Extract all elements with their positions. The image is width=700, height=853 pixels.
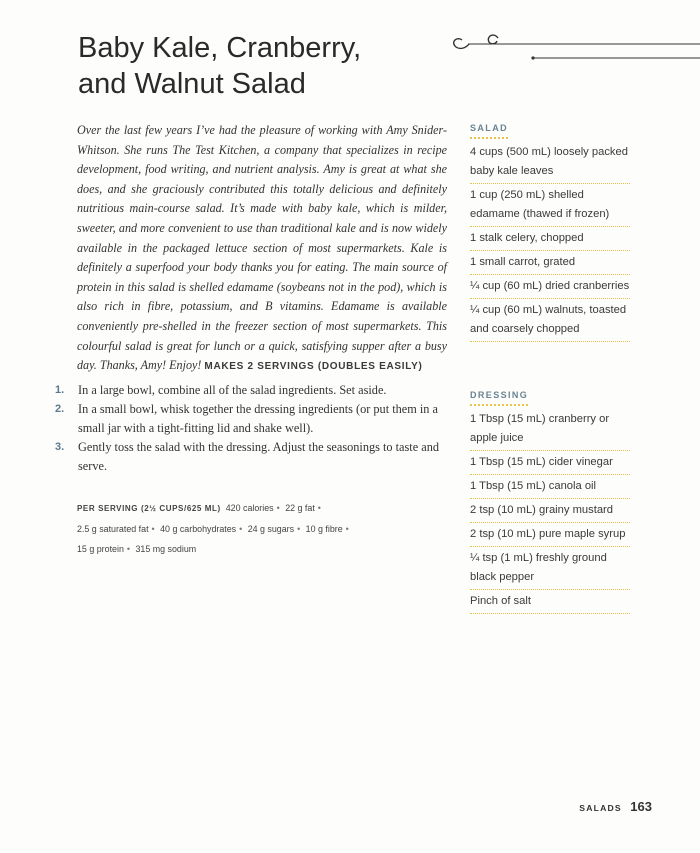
step-number: 3. bbox=[55, 441, 65, 453]
ingredient-item: 1 small carrot, grated bbox=[470, 251, 630, 275]
salad-heading: SALAD bbox=[470, 122, 508, 139]
step-item bbox=[55, 400, 450, 438]
ingredient-item: ¼ cup (60 mL) walnuts, toasted and coarsely chopped bbox=[470, 299, 630, 342]
step-number: 1. bbox=[55, 384, 65, 396]
step-text: In a large bowl, combine all of the salad ingredients. Set aside. bbox=[78, 383, 387, 397]
nutrition-value: 15 g protein bbox=[77, 544, 124, 554]
nutrition-value: 2.5 g saturated fat bbox=[77, 524, 149, 534]
title-line-1: Baby Kale, Cranberry, bbox=[78, 32, 362, 64]
page-footer bbox=[579, 798, 652, 816]
dressing-heading: DRESSING bbox=[470, 389, 528, 406]
ingredient-item: 1 Tbsp (15 mL) canola oil bbox=[470, 475, 630, 499]
swirl-ornament-icon bbox=[448, 26, 700, 66]
intro-text: Over the last few years I’ve had the pleasure of working with Amy Snider-Whitson. She runs The Test Kitchen, a company that specializes in recipe development, food writing, and nutrient analysis. Amy is great at what she does, and she graciously contributed this totally delicious and definitely nutritious main-course salad. It’s made with baby kale, which is milder, sweeter, and more convenient to use than traditional kale and is now widely available in the packaged lettuce section of most supermarkets. Kale is definitely a superfood your body thanks you for eating. The main source of protein in this salad is shelled edamame (soybeans not in the pod), which is also rich in fibre, potassium, and B vitamins. Edamame is available conveniently pre-shelled in the freezer section of most supermarkets. This colourful salad is great for lunch or a quick, satisfying supper after a busy day. Thanks, Amy! Enjoy! bbox=[77, 123, 447, 373]
nutrition-label: PER SERVING (2½ CUPS/625 ML) bbox=[77, 504, 221, 513]
nutrition-value: 420 calories bbox=[225, 503, 274, 513]
ingredient-item: Pinch of salt bbox=[470, 590, 630, 614]
step-text: In a small bowl, whisk together the dressing ingredients (or put them in a small jar with a tight-fitting lid and shake well). bbox=[78, 402, 438, 435]
ingredient-item: ¼ cup (60 mL) dried cranberries bbox=[470, 275, 630, 299]
step-number: 2. bbox=[55, 403, 65, 415]
method-steps bbox=[55, 381, 450, 476]
step-text: Gently toss the salad with the dressing. Adjust the seasonings to taste and serve. bbox=[78, 440, 440, 473]
ingredient-item: ¼ tsp (1 mL) freshly ground black pepper bbox=[470, 547, 630, 590]
ingredient-item: 1 Tbsp (15 mL) cider vinegar bbox=[470, 451, 630, 475]
recipe-introduction bbox=[77, 121, 447, 377]
nutrition-value: 10 g fibre bbox=[305, 524, 343, 534]
step-item bbox=[55, 381, 450, 400]
ingredient-item: 1 stalk celery, chopped bbox=[470, 227, 630, 251]
step-item bbox=[55, 438, 450, 476]
nutrition-info: PER SERVING (2½ CUPS/625 ML) 420 calories • 22 g fat • 2.5 g saturated fat • 40 g carbohydrates • 24 g sugars • 10 g fibre • 15 g protein • 315 mg sodium bbox=[77, 503, 349, 554]
ingredient-item: 1 cup (250 mL) shelled edamame (thawed if frozen) bbox=[470, 184, 630, 227]
nutrition-value: 315 mg sodium bbox=[135, 544, 197, 554]
ingredient-item: 1 Tbsp (15 mL) cranberry or apple juice bbox=[470, 408, 630, 451]
nutrition-value: 24 g sugars bbox=[247, 524, 295, 534]
page-number: 163 bbox=[630, 799, 652, 814]
ingredient-item: 4 cups (500 mL) loosely packed baby kale leaves bbox=[470, 141, 630, 184]
ingredient-item: 2 tsp (10 mL) pure maple syrup bbox=[470, 523, 630, 547]
recipe-title bbox=[78, 30, 438, 102]
dressing-ingredients bbox=[470, 386, 630, 614]
nutrition-value: 22 g fat bbox=[285, 503, 315, 513]
nutrition-value: 40 g carbohydrates bbox=[160, 524, 237, 534]
section-name: SALADS bbox=[579, 803, 622, 813]
servings-yield: MAKES 2 SERVINGS (DOUBLES EASILY) bbox=[204, 361, 423, 373]
ingredient-item: 2 tsp (10 mL) grainy mustard bbox=[470, 499, 630, 523]
salad-ingredients bbox=[470, 119, 630, 342]
title-line-2: and Walnut Salad bbox=[78, 68, 306, 100]
